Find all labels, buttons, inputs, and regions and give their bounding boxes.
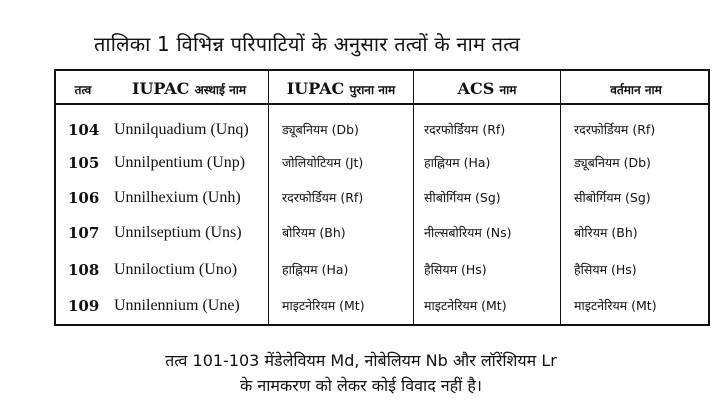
element-names-table: [54, 69, 710, 326]
element-number: 109: [68, 297, 100, 315]
iupac-temporary-name: Unnilseptium (Uns): [114, 224, 242, 241]
iupac-old-name: माइटनेरियम (Mt): [282, 298, 365, 313]
acs-name: रदरफोर्डियम (Rf): [424, 122, 506, 137]
iupac-old-name: हाह्नियम (Ha): [282, 262, 349, 277]
iupac-temporary-name: Unnilennium (Une): [114, 297, 240, 314]
footer-note-line-2: के नामकरण को लेकर कोई विवाद नहीं है।: [240, 376, 482, 395]
element-number: 107: [68, 224, 100, 242]
acs-name: हाह्नियम (Ha): [424, 155, 491, 170]
current-name: हैसियम (Hs): [574, 262, 637, 277]
header-current: वर्तमान नाम: [610, 83, 662, 97]
acs-name: हैसियम (Hs): [424, 262, 487, 277]
iupac-old-name: रदरफोर्डियम (Rf): [282, 190, 364, 205]
current-name: बोरियम (Bh): [574, 225, 638, 240]
current-name: माइटनेरियम (Mt): [574, 298, 657, 313]
header-iupac-temporary: IUPAC अस्थाई नाम: [131, 79, 247, 98]
header-element: तत्व: [74, 83, 92, 97]
table-caption: तालिका 1 विभिन्न परिपाटियों के अनुसार तत्वों के नाम तत्व: [94, 32, 521, 56]
element-number: 105: [68, 154, 100, 172]
table-row: [56, 216, 708, 250]
acs-name: नील्सबोरियम (Ns): [424, 225, 512, 240]
header-iupac-old: IUPAC पुराना नाम: [286, 79, 396, 98]
iupac-temporary-name: Unnilhexium (Unh): [114, 189, 241, 206]
iupac-old-name: ड्यूबनियम (Db): [282, 122, 359, 137]
element-number: 104: [68, 121, 100, 139]
table-row: [56, 146, 708, 180]
iupac-temporary-name: Unnilpentium (Unp): [114, 154, 246, 171]
current-name: ड्यूबनियम (Db): [574, 155, 651, 170]
acs-name: सीबोर्गियम (Sg): [424, 190, 501, 205]
acs-name: माइटनेरियम (Mt): [424, 298, 507, 313]
iupac-temporary-name: Unnilquadium (Unq): [114, 121, 249, 138]
footer-note-line-1: तत्व 101-103 मेंडेलेवियम Md, नोबेलियम Nb और लॉरेंशियम Lr: [165, 351, 557, 370]
element-number: 108: [68, 261, 100, 279]
current-name: रदरफोर्डियम (Rf): [574, 122, 656, 137]
table-row: [56, 181, 708, 215]
table-row: [56, 289, 708, 323]
table-row: [56, 113, 708, 147]
table-header: [56, 71, 708, 105]
current-name: सीबोर्गियम (Sg): [574, 190, 651, 205]
element-number: 106: [68, 189, 100, 207]
iupac-old-name: जोलियोटियम (Jt): [282, 155, 364, 170]
header-acs: ACS नाम: [457, 79, 517, 98]
table-row: [56, 253, 708, 287]
iupac-old-name: बोरियम (Bh): [282, 225, 346, 240]
iupac-temporary-name: Unniloctium (Uno): [114, 261, 238, 278]
